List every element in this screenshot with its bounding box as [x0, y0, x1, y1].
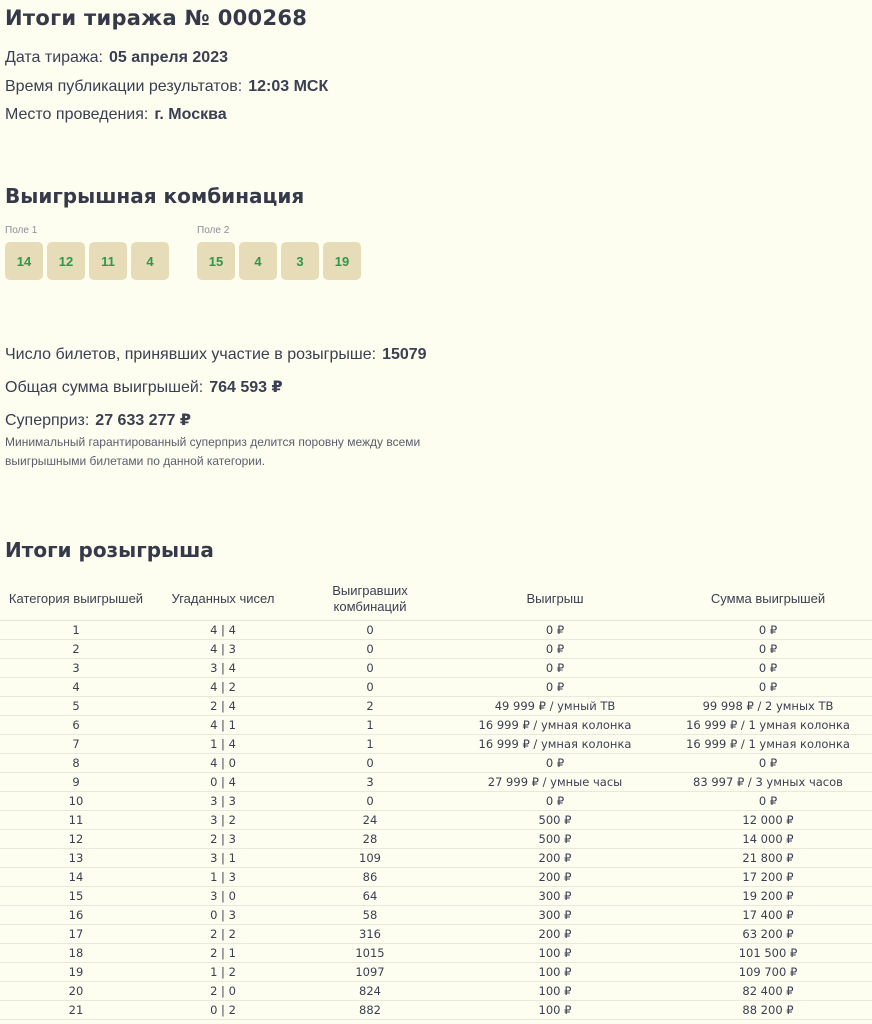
cell-winners: 109	[294, 849, 446, 868]
cell-prize: 0 ₽	[446, 621, 664, 640]
tickets-count	[5, 346, 427, 364]
cell-prize: 0 ₽	[446, 640, 664, 659]
superprize-note: Минимальный гарантированный суперприз делится поровну между всеми выигрышными билетами по данной категории.	[5, 435, 421, 468]
ball-field1: 11	[89, 242, 127, 280]
cell-category: 7	[0, 735, 152, 754]
table-row	[0, 944, 872, 963]
total-label: Общая сумма выигрышей:	[5, 379, 204, 396]
cell-prize-total: 0 ₽	[664, 678, 872, 697]
field1-label: Поле 1	[5, 225, 38, 236]
cell-matched: 1 | 2	[152, 963, 294, 982]
cell-winners: 0	[294, 621, 446, 640]
cell-prize: 49 999 ₽ / умный ТВ	[446, 697, 664, 716]
table-row	[0, 963, 872, 982]
cell-category: 16	[0, 906, 152, 925]
cell-prize: 200 ₽	[446, 925, 664, 944]
cell-prize-total: 109 700 ₽	[664, 963, 872, 982]
tickets-value: 15079	[382, 346, 427, 363]
cell-category: 8	[0, 754, 152, 773]
cell-prize: 100 ₽	[446, 944, 664, 963]
cell-winners: 1097	[294, 963, 446, 982]
table-row	[0, 697, 872, 716]
table-row	[0, 925, 872, 944]
cell-matched: 3 | 3	[152, 792, 294, 811]
cell-prize-total: 12 000 ₽	[664, 811, 872, 830]
ball-field1: 4	[131, 242, 169, 280]
table-row	[0, 773, 872, 792]
cell-prize-total: 83 997 ₽ / 3 умных часов	[664, 773, 872, 792]
draw-date-value: 05 апреля 2023	[108, 49, 228, 66]
cell-prize-total: 17 200 ₽	[664, 868, 872, 887]
cell-category: 4	[0, 678, 152, 697]
cell-prize-total: 19 200 ₽	[664, 887, 872, 906]
cell-matched: 2 | 0	[152, 982, 294, 1001]
publish-time-label: Время публикации результатов:	[5, 78, 243, 95]
cell-winners: 0	[294, 792, 446, 811]
cell-category: 6	[0, 716, 152, 735]
table-row	[0, 754, 872, 773]
cell-winners: 3	[294, 773, 446, 792]
cell-matched: 3 | 1	[152, 849, 294, 868]
cell-prize: 100 ₽	[446, 963, 664, 982]
cell-category: 19	[0, 963, 152, 982]
cell-prize-total: 16 999 ₽ / 1 умная колонка	[664, 716, 872, 735]
cell-prize-total: 0 ₽	[664, 792, 872, 811]
col-category: Категория выигрышей	[0, 578, 152, 621]
cell-matched: 2 | 1	[152, 944, 294, 963]
cell-prize: 0 ₽	[446, 754, 664, 773]
cell-winners: 0	[294, 754, 446, 773]
cell-prize-total: 88 200 ₽	[664, 1001, 872, 1020]
table-row	[0, 811, 872, 830]
cell-winners: 0	[294, 659, 446, 678]
cell-category: 1	[0, 621, 152, 640]
cell-winners: 1	[294, 735, 446, 754]
cell-category: 13	[0, 849, 152, 868]
publish-time	[5, 78, 328, 96]
cell-prize: 200 ₽	[446, 868, 664, 887]
cell-prize: 16 999 ₽ / умная колонка	[446, 735, 664, 754]
ball-field2: 3	[281, 242, 319, 280]
cell-matched: 0 | 4	[152, 773, 294, 792]
cell-winners: 2	[294, 697, 446, 716]
page-title: Итоги тиража № 000268	[5, 6, 308, 30]
table-row	[0, 906, 872, 925]
cell-prize: 100 ₽	[446, 982, 664, 1001]
cell-matched: 3 | 0	[152, 887, 294, 906]
results-title: Итоги розыгрыша	[5, 538, 214, 562]
superprize-value: 27 633 277 ₽	[95, 412, 191, 429]
table-row	[0, 735, 872, 754]
cell-matched: 4 | 1	[152, 716, 294, 735]
combination-title: Выигрышная комбинация	[5, 184, 305, 208]
cell-matched: 3 | 2	[152, 811, 294, 830]
cell-winners: 882	[294, 1001, 446, 1020]
cell-winners: 0	[294, 678, 446, 697]
draw-place	[5, 106, 227, 124]
table-row	[0, 792, 872, 811]
col-matched: Угаданных чисел	[152, 578, 294, 621]
superprize-label: Суперприз:	[5, 412, 90, 429]
cell-matched: 0 | 2	[152, 1001, 294, 1020]
cell-category: 15	[0, 887, 152, 906]
cell-winners: 1	[294, 716, 446, 735]
table-row	[0, 982, 872, 1001]
cell-category: 14	[0, 868, 152, 887]
cell-prize-total: 16 999 ₽ / 1 умная колонка	[664, 735, 872, 754]
cell-prize: 0 ₽	[446, 678, 664, 697]
total-winnings	[5, 377, 283, 397]
cell-prize: 500 ₽	[446, 830, 664, 849]
draw-date-label: Дата тиража:	[5, 49, 103, 66]
results-table	[0, 578, 872, 1020]
cell-prize-total: 14 000 ₽	[664, 830, 872, 849]
cell-prize: 16 999 ₽ / умная колонка	[446, 716, 664, 735]
table-row	[0, 849, 872, 868]
cell-prize-total: 21 800 ₽	[664, 849, 872, 868]
superprize	[5, 410, 191, 430]
cell-prize-total: 101 500 ₽	[664, 944, 872, 963]
cell-prize: 200 ₽	[446, 849, 664, 868]
table-row	[0, 716, 872, 735]
cell-prize: 27 999 ₽ / умные часы	[446, 773, 664, 792]
draw-date	[5, 49, 228, 67]
cell-matched: 4 | 4	[152, 621, 294, 640]
cell-category: 10	[0, 792, 152, 811]
tickets-label: Число билетов, принявших участие в розыгрыше:	[5, 346, 377, 363]
table-row	[0, 621, 872, 640]
cell-prize: 100 ₽	[446, 1001, 664, 1020]
cell-matched: 1 | 3	[152, 868, 294, 887]
cell-prize-total: 17 400 ₽	[664, 906, 872, 925]
cell-winners: 824	[294, 982, 446, 1001]
ball-field2: 19	[323, 242, 361, 280]
cell-category: 9	[0, 773, 152, 792]
cell-prize-total: 0 ₽	[664, 659, 872, 678]
cell-prize: 300 ₽	[446, 887, 664, 906]
col-prize: Выигрыш	[446, 578, 664, 621]
col-winning-combinations: Выигравших комбинаций	[294, 578, 446, 621]
cell-prize: 0 ₽	[446, 792, 664, 811]
cell-matched: 3 | 4	[152, 659, 294, 678]
cell-prize-total: 63 200 ₽	[664, 925, 872, 944]
cell-category: 11	[0, 811, 152, 830]
draw-place-value: г. Москва	[154, 106, 227, 123]
table-header-row	[0, 578, 872, 621]
cell-winners: 24	[294, 811, 446, 830]
cell-category: 20	[0, 982, 152, 1001]
cell-winners: 58	[294, 906, 446, 925]
cell-matched: 4 | 2	[152, 678, 294, 697]
cell-winners: 0	[294, 640, 446, 659]
table-row	[0, 640, 872, 659]
cell-prize-total: 0 ₽	[664, 640, 872, 659]
cell-matched: 2 | 4	[152, 697, 294, 716]
cell-matched: 2 | 3	[152, 830, 294, 849]
cell-category: 21	[0, 1001, 152, 1020]
cell-category: 3	[0, 659, 152, 678]
cell-category: 18	[0, 944, 152, 963]
table-row	[0, 868, 872, 887]
ball-field2: 15	[197, 242, 235, 280]
table-row	[0, 678, 872, 697]
cell-matched: 2 | 2	[152, 925, 294, 944]
ball-field1: 14	[5, 242, 43, 280]
table-row	[0, 830, 872, 849]
publish-time-value: 12:03 МСК	[248, 78, 329, 95]
cell-prize-total: 99 998 ₽ / 2 умных ТВ	[664, 697, 872, 716]
ball-field1: 12	[47, 242, 85, 280]
cell-matched: 0 | 3	[152, 906, 294, 925]
cell-matched: 4 | 3	[152, 640, 294, 659]
cell-winners: 1015	[294, 944, 446, 963]
cell-category: 17	[0, 925, 152, 944]
field2-label: Поле 2	[197, 225, 230, 236]
ball-field2: 4	[239, 242, 277, 280]
cell-prize: 500 ₽	[446, 811, 664, 830]
cell-winners: 64	[294, 887, 446, 906]
cell-prize-total: 82 400 ₽	[664, 982, 872, 1001]
total-value: 764 593 ₽	[209, 379, 283, 396]
cell-winners: 86	[294, 868, 446, 887]
cell-matched: 4 | 0	[152, 754, 294, 773]
cell-prize: 0 ₽	[446, 659, 664, 678]
cell-matched: 1 | 4	[152, 735, 294, 754]
cell-category: 2	[0, 640, 152, 659]
table-row	[0, 887, 872, 906]
table-row	[0, 659, 872, 678]
cell-category: 5	[0, 697, 152, 716]
cell-winners: 28	[294, 830, 446, 849]
cell-prize-total: 0 ₽	[664, 621, 872, 640]
cell-category: 12	[0, 830, 152, 849]
draw-place-label: Место проведения:	[5, 106, 149, 123]
cell-winners: 316	[294, 925, 446, 944]
cell-prize-total: 0 ₽	[664, 754, 872, 773]
col-prize-total: Сумма выигрышей	[664, 578, 872, 621]
cell-prize: 300 ₽	[446, 906, 664, 925]
table-row	[0, 1001, 872, 1020]
